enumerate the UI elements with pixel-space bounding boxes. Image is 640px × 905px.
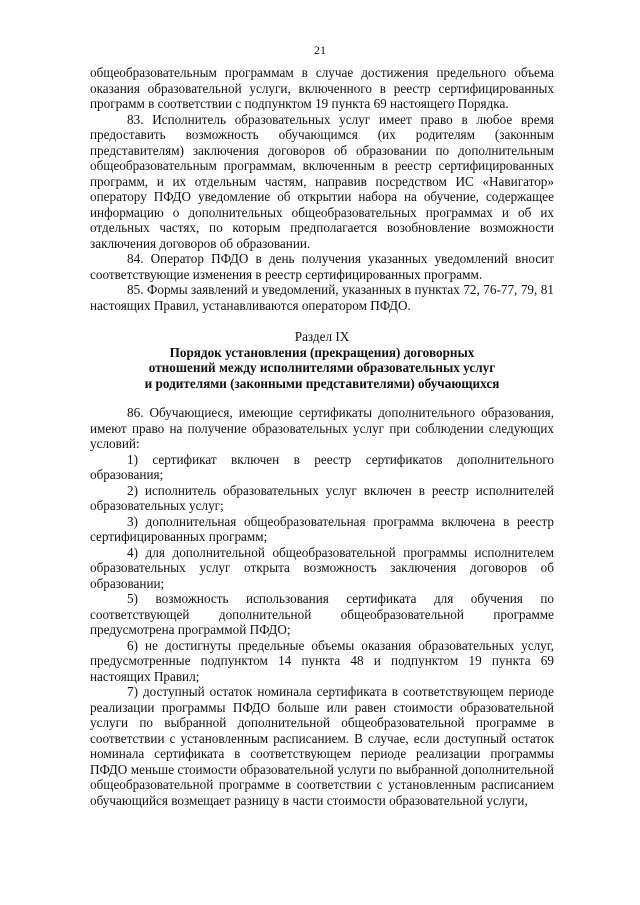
condition-2: 2) исполнитель образовательных услуг включен в реестр исполнителей образовательных услуг; [90, 482, 554, 513]
section-title-line-3: и родителями (законными представителями) обучающихся [144, 375, 500, 391]
condition-5: 5) возможность использования сертификата для обучения по соответствующей дополнительной общеобразовательной программе предусмотрена программой ПФДО; [90, 591, 554, 637]
paragraph-86: 86. Обучающиеся, имеющие сертификаты дополнительного образования, имеют право на получение образовательных услуг при соблюдении следующих условий: [90, 405, 554, 451]
condition-7: 7) доступный остаток номинала сертификата в соответствующем периоде реализации программы ПФДО больше или равен стоимости образовательной услуги по выбранной дополнительной общеобразовательной программе в соответствии с установленным расписанием. В случае, если доступный остаток номинала сертификата в соответствующем периоде реализации программы ПФДО меньше стоимости образовательной услуги по выбранной дополнительной общеобразовательной программе в соответствии с установленным расписанием обучающийся возмещает разницу в части стоимости образовательной услуги, [90, 684, 554, 808]
document-body [90, 65, 554, 808]
page-number: 21 [314, 43, 326, 57]
condition-1: 1) сертификат включен в реестр сертификатов дополнительного образования; [90, 451, 554, 482]
paragraph-83: 83. Исполнитель образовательных услуг имеет право в любое время предоставить возможность обучающимся (их родителям (законным представителям) заключения договоров об образовании по дополнительным общеобразовательным программам, включенным в реестр сертифицированных программ, и их отдельным частям, направив посредством ИС «Навигатор» оператору ПФДО уведомление об открытии набора на обучение, содержащее информацию о дополнительных общеобразовательных программах и об их отдельных частях, по которым предполагается возобновление возможности заключения договоров об образовании. [90, 111, 554, 251]
paragraph-85: 85. Формы заявлений и уведомлений, указанных в пунктах 72, 76-77, 79, 81 настоящих Правил, устанавливаются оператором ПФДО. [90, 282, 554, 313]
paragraph-84: 84. Оператор ПФДО в день получения указанных уведомлений вносит соответствующие изменения в реестр сертифицированных программ. [90, 251, 554, 282]
condition-4: 4) для дополнительной общеобразовательной программы исполнителем образовательных услуг открыта возможность заключения договоров об образовании; [90, 544, 554, 591]
section-title-line-2: отношений между исполнителями образовательных услуг [148, 360, 496, 375]
paragraph-continuation: общеобразовательным программам в случае достижения предельного объема оказания образовательной услуги, включенного в реестр сертифицированных программ в соответствии с подпунктом 19 пункта 69 настоящего Порядка. [90, 65, 554, 111]
section-title-line-1: Порядок установления (прекращения) договорных [169, 344, 475, 360]
condition-6: 6) не достигнуты предельные объемы оказания образовательных услуг, предусмотренные подпунктом 14 пункта 48 и подпунктом 19 пункта 69 настоящих Правил; [90, 637, 554, 684]
condition-3: 3) дополнительная общеобразовательная программа включена в реестр сертифицированных программ; [90, 513, 554, 544]
section-heading: Раздел IX [294, 329, 350, 344]
